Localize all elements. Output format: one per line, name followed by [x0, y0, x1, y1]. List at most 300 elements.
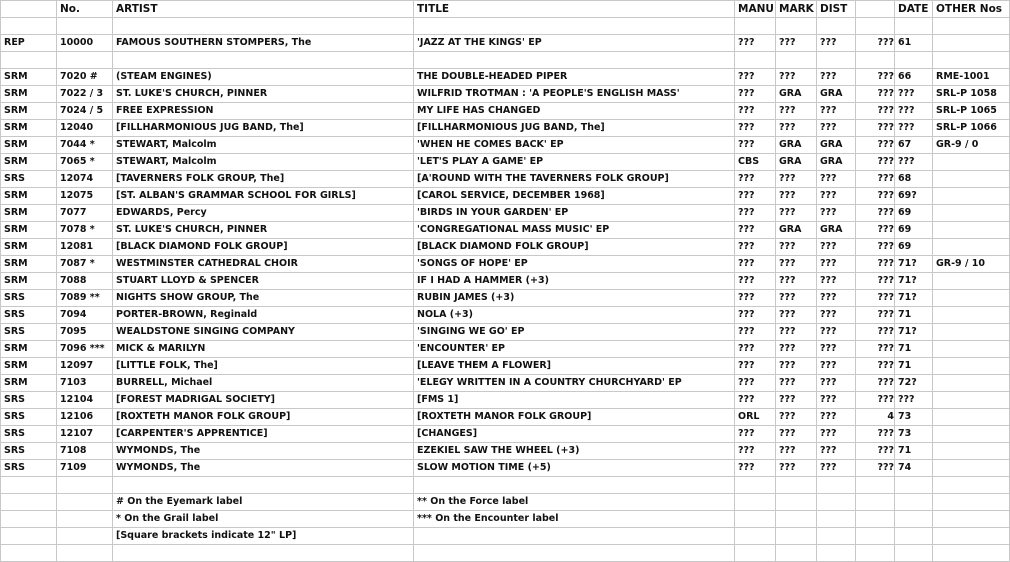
number-cell[interactable]	[57, 477, 113, 494]
other-nos-cell[interactable]	[933, 273, 1010, 290]
manu-cell[interactable]	[735, 52, 776, 69]
number-cell[interactable]: 7089 **	[57, 290, 113, 307]
number-cell[interactable]: 12040	[57, 120, 113, 137]
artist-cell[interactable]: FREE EXPRESSION	[113, 103, 414, 120]
other-nos-cell[interactable]	[933, 35, 1010, 52]
label-cell[interactable]: SRM	[1, 103, 57, 120]
manu-cell[interactable]: ???	[735, 392, 776, 409]
extra-cell[interactable]: ???	[856, 392, 895, 409]
mark-cell[interactable]: ???	[776, 205, 817, 222]
label-cell[interactable]: SRS	[1, 443, 57, 460]
label-cell[interactable]	[1, 528, 57, 545]
manu-cell[interactable]: ???	[735, 137, 776, 154]
mark-cell[interactable]: GRA	[776, 154, 817, 171]
dist-cell[interactable]: ???	[817, 409, 856, 426]
dist-cell[interactable]: ???	[817, 443, 856, 460]
artist-cell[interactable]: WEALDSTONE SINGING COMPANY	[113, 324, 414, 341]
extra-cell[interactable]: ???	[856, 205, 895, 222]
date-cell[interactable]: 74	[895, 460, 933, 477]
date-cell[interactable]: ???	[895, 86, 933, 103]
dist-cell[interactable]	[817, 494, 856, 511]
title-cell[interactable]: 'ELEGY WRITTEN IN A COUNTRY CHURCHYARD' EP	[414, 375, 735, 392]
manu-cell[interactable]: ???	[735, 324, 776, 341]
number-cell[interactable]: 7065 *	[57, 154, 113, 171]
extra-cell[interactable]: ???	[856, 341, 895, 358]
number-cell[interactable]	[57, 528, 113, 545]
title-cell[interactable]	[414, 545, 735, 562]
date-cell[interactable]	[895, 528, 933, 545]
label-cell[interactable]: SRS	[1, 324, 57, 341]
label-cell[interactable]: SRM	[1, 256, 57, 273]
label-cell[interactable]	[1, 511, 57, 528]
label-cell[interactable]: SRS	[1, 307, 57, 324]
artist-cell[interactable]: ST. LUKE'S CHURCH, PINNER	[113, 222, 414, 239]
label-cell[interactable]: SRM	[1, 358, 57, 375]
label-cell[interactable]: SRM	[1, 154, 57, 171]
dist-cell[interactable]: ???	[817, 307, 856, 324]
mark-cell[interactable]: ???	[776, 409, 817, 426]
dist-cell[interactable]: ???	[817, 358, 856, 375]
number-cell[interactable]: 7088	[57, 273, 113, 290]
other-nos-cell[interactable]	[933, 528, 1010, 545]
date-cell[interactable]: 71?	[895, 256, 933, 273]
number-cell[interactable]: 7020 #	[57, 69, 113, 86]
mark-cell[interactable]: ???	[776, 188, 817, 205]
header-title-cell[interactable]: TITLE	[414, 1, 735, 18]
manu-cell[interactable]: ???	[735, 460, 776, 477]
manu-cell[interactable]	[735, 545, 776, 562]
extra-cell[interactable]: ???	[856, 290, 895, 307]
date-cell[interactable]: 71?	[895, 324, 933, 341]
artist-cell[interactable]	[113, 477, 414, 494]
date-cell[interactable]: ???	[895, 103, 933, 120]
artist-cell[interactable]: [CARPENTER'S APPRENTICE]	[113, 426, 414, 443]
extra-cell[interactable]: ???	[856, 120, 895, 137]
title-cell[interactable]: [CAROL SERVICE, DECEMBER 1968]	[414, 188, 735, 205]
date-cell[interactable]	[895, 477, 933, 494]
label-cell[interactable]: SRM	[1, 69, 57, 86]
manu-cell[interactable]: ???	[735, 239, 776, 256]
extra-cell[interactable]: ???	[856, 188, 895, 205]
number-cell[interactable]	[57, 494, 113, 511]
other-nos-cell[interactable]	[933, 222, 1010, 239]
other-nos-cell[interactable]	[933, 375, 1010, 392]
title-cell[interactable]	[414, 52, 735, 69]
title-cell[interactable]	[414, 18, 735, 35]
number-cell[interactable]: 7094	[57, 307, 113, 324]
dist-cell[interactable]: ???	[817, 239, 856, 256]
dist-cell[interactable]: ???	[817, 375, 856, 392]
number-cell[interactable]: 7108	[57, 443, 113, 460]
artist-cell[interactable]	[113, 545, 414, 562]
number-cell[interactable]: 7024 / 5	[57, 103, 113, 120]
manu-cell[interactable]: ???	[735, 86, 776, 103]
extra-cell[interactable]: ???	[856, 35, 895, 52]
mark-cell[interactable]	[776, 18, 817, 35]
extra-cell[interactable]: ???	[856, 443, 895, 460]
mark-cell[interactable]: ???	[776, 171, 817, 188]
date-cell[interactable]: 69	[895, 205, 933, 222]
number-cell[interactable]: 12074	[57, 171, 113, 188]
date-cell[interactable]	[895, 18, 933, 35]
number-cell[interactable]	[57, 18, 113, 35]
label-cell[interactable]: SRM	[1, 375, 57, 392]
other-nos-cell[interactable]	[933, 409, 1010, 426]
other-nos-cell[interactable]: SRL-P 1066	[933, 120, 1010, 137]
date-cell[interactable]	[895, 511, 933, 528]
label-cell[interactable]: SRM	[1, 222, 57, 239]
dist-cell[interactable]: GRA	[817, 86, 856, 103]
date-cell[interactable]: ???	[895, 120, 933, 137]
artist-cell[interactable]: [FOREST MADRIGAL SOCIETY]	[113, 392, 414, 409]
mark-cell[interactable]: GRA	[776, 222, 817, 239]
header-number-cell[interactable]: No.	[57, 1, 113, 18]
date-cell[interactable]: 71	[895, 307, 933, 324]
extra-cell[interactable]	[856, 18, 895, 35]
title-cell[interactable]: 'SONGS OF HOPE' EP	[414, 256, 735, 273]
mark-cell[interactable]: ???	[776, 307, 817, 324]
title-cell[interactable]: 'BIRDS IN YOUR GARDEN' EP	[414, 205, 735, 222]
dist-cell[interactable]: ???	[817, 290, 856, 307]
manu-cell[interactable]: ???	[735, 188, 776, 205]
header-extra-cell[interactable]	[856, 1, 895, 18]
extra-cell[interactable]: ???	[856, 222, 895, 239]
manu-cell[interactable]	[735, 528, 776, 545]
extra-cell[interactable]	[856, 52, 895, 69]
number-cell[interactable]: 7078 *	[57, 222, 113, 239]
mark-cell[interactable]: ???	[776, 103, 817, 120]
mark-cell[interactable]: GRA	[776, 86, 817, 103]
manu-cell[interactable]: ???	[735, 375, 776, 392]
label-cell[interactable]: SRM	[1, 86, 57, 103]
artist-cell[interactable]: BURRELL, Michael	[113, 375, 414, 392]
extra-cell[interactable]: ???	[856, 239, 895, 256]
mark-cell[interactable]: ???	[776, 341, 817, 358]
mark-cell[interactable]: ???	[776, 35, 817, 52]
extra-cell[interactable]: ???	[856, 256, 895, 273]
date-cell[interactable]	[895, 52, 933, 69]
extra-cell[interactable]: ???	[856, 426, 895, 443]
other-nos-cell[interactable]	[933, 290, 1010, 307]
manu-cell[interactable]: ???	[735, 103, 776, 120]
title-cell[interactable]: IF I HAD A HAMMER (+3)	[414, 273, 735, 290]
manu-cell[interactable]: ???	[735, 69, 776, 86]
title-cell[interactable]: RUBIN JAMES (+3)	[414, 290, 735, 307]
title-cell[interactable]: EZEKIEL SAW THE WHEEL (+3)	[414, 443, 735, 460]
title-cell[interactable]: 'CONGREGATIONAL MASS MUSIC' EP	[414, 222, 735, 239]
artist-cell[interactable]: PORTER-BROWN, Reginald	[113, 307, 414, 324]
title-cell[interactable]: NOLA (+3)	[414, 307, 735, 324]
artist-cell[interactable]: NIGHTS SHOW GROUP, The	[113, 290, 414, 307]
extra-cell[interactable]: ???	[856, 69, 895, 86]
artist-cell[interactable]: (STEAM ENGINES)	[113, 69, 414, 86]
date-cell[interactable]: ???	[895, 392, 933, 409]
manu-cell[interactable]: ORL	[735, 409, 776, 426]
other-nos-cell[interactable]	[933, 324, 1010, 341]
number-cell[interactable]: 10000	[57, 35, 113, 52]
manu-cell[interactable]: ???	[735, 307, 776, 324]
number-cell[interactable]: 12075	[57, 188, 113, 205]
title-cell[interactable]: 'ENCOUNTER' EP	[414, 341, 735, 358]
artist-cell[interactable]: ST. LUKE'S CHURCH, PINNER	[113, 86, 414, 103]
dist-cell[interactable]: ???	[817, 103, 856, 120]
label-cell[interactable]: SRM	[1, 273, 57, 290]
date-cell[interactable]: 69	[895, 222, 933, 239]
mark-cell[interactable]: ???	[776, 375, 817, 392]
mark-cell[interactable]: ???	[776, 324, 817, 341]
other-nos-cell[interactable]	[933, 443, 1010, 460]
dist-cell[interactable]	[817, 511, 856, 528]
other-nos-cell[interactable]	[933, 239, 1010, 256]
artist-cell[interactable]: STEWART, Malcolm	[113, 137, 414, 154]
header-other-nos-cell[interactable]: OTHER Nos	[933, 1, 1010, 18]
date-cell[interactable]: 72?	[895, 375, 933, 392]
dist-cell[interactable]: ???	[817, 188, 856, 205]
title-cell[interactable]	[414, 477, 735, 494]
label-cell[interactable]	[1, 52, 57, 69]
label-cell[interactable]: SRM	[1, 341, 57, 358]
mark-cell[interactable]	[776, 52, 817, 69]
other-nos-cell[interactable]: SRL-P 1065	[933, 103, 1010, 120]
date-cell[interactable]: 71?	[895, 290, 933, 307]
header-date-cell[interactable]: DATE	[895, 1, 933, 18]
dist-cell[interactable]: ???	[817, 426, 856, 443]
number-cell[interactable]: 7077	[57, 205, 113, 222]
manu-cell[interactable]: ???	[735, 205, 776, 222]
number-cell[interactable]: 12081	[57, 239, 113, 256]
extra-cell[interactable]	[856, 477, 895, 494]
other-nos-cell[interactable]	[933, 511, 1010, 528]
other-nos-cell[interactable]	[933, 477, 1010, 494]
title-cell[interactable]: [BLACK DIAMOND FOLK GROUP]	[414, 239, 735, 256]
other-nos-cell[interactable]	[933, 358, 1010, 375]
mark-cell[interactable]: ???	[776, 358, 817, 375]
extra-cell[interactable]: ???	[856, 307, 895, 324]
title-cell[interactable]	[414, 528, 735, 545]
dist-cell[interactable]: ???	[817, 460, 856, 477]
mark-cell[interactable]	[776, 511, 817, 528]
extra-cell[interactable]: ???	[856, 103, 895, 120]
other-nos-cell[interactable]: GR-9 / 10	[933, 256, 1010, 273]
number-cell[interactable]: 7022 / 3	[57, 86, 113, 103]
artist-cell[interactable]: [Square brackets indicate 12" LP]	[113, 528, 414, 545]
label-cell[interactable]: SRS	[1, 409, 57, 426]
title-cell[interactable]: [A'ROUND WITH THE TAVERNERS FOLK GROUP]	[414, 171, 735, 188]
title-cell[interactable]: MY LIFE HAS CHANGED	[414, 103, 735, 120]
label-cell[interactable]: REP	[1, 35, 57, 52]
title-cell[interactable]: [CHANGES]	[414, 426, 735, 443]
extra-cell[interactable]	[856, 494, 895, 511]
label-cell[interactable]: SRM	[1, 137, 57, 154]
title-cell[interactable]: 'LET'S PLAY A GAME' EP	[414, 154, 735, 171]
number-cell[interactable]: 12097	[57, 358, 113, 375]
other-nos-cell[interactable]	[933, 341, 1010, 358]
label-cell[interactable]	[1, 18, 57, 35]
number-cell[interactable]: 7087 *	[57, 256, 113, 273]
extra-cell[interactable]: ???	[856, 137, 895, 154]
manu-cell[interactable]: ???	[735, 341, 776, 358]
artist-cell[interactable]: [LITTLE FOLK, The]	[113, 358, 414, 375]
title-cell[interactable]: 'JAZZ AT THE KINGS' EP	[414, 35, 735, 52]
other-nos-cell[interactable]: RME-1001	[933, 69, 1010, 86]
artist-cell[interactable]: [FILLHARMONIOUS JUG BAND, The]	[113, 120, 414, 137]
artist-cell[interactable]: STEWART, Malcolm	[113, 154, 414, 171]
mark-cell[interactable]: ???	[776, 392, 817, 409]
title-cell[interactable]: *** On the Encounter label	[414, 511, 735, 528]
date-cell[interactable]: 73	[895, 409, 933, 426]
manu-cell[interactable]	[735, 18, 776, 35]
date-cell[interactable]	[895, 545, 933, 562]
other-nos-cell[interactable]	[933, 18, 1010, 35]
artist-cell[interactable]	[113, 18, 414, 35]
dist-cell[interactable]	[817, 477, 856, 494]
mark-cell[interactable]: ???	[776, 426, 817, 443]
artist-cell[interactable]: WYMONDS, The	[113, 443, 414, 460]
dist-cell[interactable]: GRA	[817, 137, 856, 154]
date-cell[interactable]: 61	[895, 35, 933, 52]
mark-cell[interactable]	[776, 528, 817, 545]
header-dist-cell[interactable]: DIST	[817, 1, 856, 18]
number-cell[interactable]: 7044 *	[57, 137, 113, 154]
mark-cell[interactable]	[776, 494, 817, 511]
artist-cell[interactable]: FAMOUS SOUTHERN STOMPERS, The	[113, 35, 414, 52]
title-cell[interactable]: [FILLHARMONIOUS JUG BAND, The]	[414, 120, 735, 137]
number-cell[interactable]: 12104	[57, 392, 113, 409]
other-nos-cell[interactable]	[933, 307, 1010, 324]
extra-cell[interactable]: 4	[856, 409, 895, 426]
mark-cell[interactable]: ???	[776, 443, 817, 460]
date-cell[interactable]: 68	[895, 171, 933, 188]
label-cell[interactable]	[1, 545, 57, 562]
mark-cell[interactable]	[776, 477, 817, 494]
other-nos-cell[interactable]	[933, 545, 1010, 562]
dist-cell[interactable]: ???	[817, 120, 856, 137]
label-cell[interactable]: SRS	[1, 171, 57, 188]
dist-cell[interactable]: ???	[817, 324, 856, 341]
extra-cell[interactable]: ???	[856, 375, 895, 392]
number-cell[interactable]: 7095	[57, 324, 113, 341]
date-cell[interactable]: 69?	[895, 188, 933, 205]
other-nos-cell[interactable]	[933, 392, 1010, 409]
dist-cell[interactable]: GRA	[817, 154, 856, 171]
extra-cell[interactable]: ???	[856, 154, 895, 171]
title-cell[interactable]: 'WHEN HE COMES BACK' EP	[414, 137, 735, 154]
manu-cell[interactable]: ???	[735, 120, 776, 137]
title-cell[interactable]: WILFRID TROTMAN : 'A PEOPLE'S ENGLISH MASS'	[414, 86, 735, 103]
artist-cell[interactable]: STUART LLOYD & SPENCER	[113, 273, 414, 290]
manu-cell[interactable]	[735, 494, 776, 511]
label-cell[interactable]: SRS	[1, 290, 57, 307]
manu-cell[interactable]: ???	[735, 358, 776, 375]
dist-cell[interactable]: ???	[817, 341, 856, 358]
other-nos-cell[interactable]	[933, 205, 1010, 222]
manu-cell[interactable]: ???	[735, 426, 776, 443]
date-cell[interactable]: 71	[895, 341, 933, 358]
artist-cell[interactable]: [BLACK DIAMOND FOLK GROUP]	[113, 239, 414, 256]
dist-cell[interactable]: ???	[817, 35, 856, 52]
mark-cell[interactable]	[776, 545, 817, 562]
title-cell[interactable]: THE DOUBLE-HEADED PIPER	[414, 69, 735, 86]
extra-cell[interactable]	[856, 545, 895, 562]
artist-cell[interactable]: EDWARDS, Percy	[113, 205, 414, 222]
mark-cell[interactable]: ???	[776, 256, 817, 273]
artist-cell[interactable]: * On the Grail label	[113, 511, 414, 528]
label-cell[interactable]: SRM	[1, 120, 57, 137]
other-nos-cell[interactable]: GR-9 / 0	[933, 137, 1010, 154]
number-cell[interactable]	[57, 545, 113, 562]
dist-cell[interactable]: ???	[817, 392, 856, 409]
extra-cell[interactable]: ???	[856, 324, 895, 341]
header-mark-cell[interactable]: MARK	[776, 1, 817, 18]
label-cell[interactable]: SRS	[1, 392, 57, 409]
other-nos-cell[interactable]	[933, 188, 1010, 205]
label-cell[interactable]	[1, 477, 57, 494]
artist-cell[interactable]	[113, 52, 414, 69]
manu-cell[interactable]: CBS	[735, 154, 776, 171]
artist-cell[interactable]: [ROXTETH MANOR FOLK GROUP]	[113, 409, 414, 426]
date-cell[interactable]: 67	[895, 137, 933, 154]
manu-cell[interactable]: ???	[735, 171, 776, 188]
date-cell[interactable]	[895, 494, 933, 511]
artist-cell[interactable]: [TAVERNERS FOLK GROUP, The]	[113, 171, 414, 188]
label-cell[interactable]	[1, 494, 57, 511]
mark-cell[interactable]: ???	[776, 239, 817, 256]
manu-cell[interactable]: ???	[735, 290, 776, 307]
extra-cell[interactable]	[856, 528, 895, 545]
label-cell[interactable]: SRS	[1, 460, 57, 477]
other-nos-cell[interactable]	[933, 494, 1010, 511]
other-nos-cell[interactable]	[933, 52, 1010, 69]
other-nos-cell[interactable]	[933, 154, 1010, 171]
manu-cell[interactable]: ???	[735, 256, 776, 273]
mark-cell[interactable]: ???	[776, 120, 817, 137]
other-nos-cell[interactable]	[933, 460, 1010, 477]
title-cell[interactable]: ** On the Force label	[414, 494, 735, 511]
number-cell[interactable]: 12107	[57, 426, 113, 443]
mark-cell[interactable]: ???	[776, 273, 817, 290]
label-cell[interactable]: SRM	[1, 205, 57, 222]
artist-cell[interactable]: WYMONDS, The	[113, 460, 414, 477]
manu-cell[interactable]: ???	[735, 273, 776, 290]
artist-cell[interactable]: # On the Eyemark label	[113, 494, 414, 511]
title-cell[interactable]: 'SINGING WE GO' EP	[414, 324, 735, 341]
date-cell[interactable]: 66	[895, 69, 933, 86]
title-cell[interactable]: [FMS 1]	[414, 392, 735, 409]
header-artist-cell[interactable]: ARTIST	[113, 1, 414, 18]
extra-cell[interactable]: ???	[856, 171, 895, 188]
number-cell[interactable]	[57, 511, 113, 528]
other-nos-cell[interactable]: SRL-P 1058	[933, 86, 1010, 103]
title-cell[interactable]: SLOW MOTION TIME (+5)	[414, 460, 735, 477]
dist-cell[interactable]: ???	[817, 69, 856, 86]
manu-cell[interactable]	[735, 511, 776, 528]
extra-cell[interactable]: ???	[856, 358, 895, 375]
artist-cell[interactable]: MICK & MARILYN	[113, 341, 414, 358]
number-cell[interactable]: 7096 ***	[57, 341, 113, 358]
other-nos-cell[interactable]	[933, 426, 1010, 443]
dist-cell[interactable]: ???	[817, 171, 856, 188]
date-cell[interactable]: 71	[895, 443, 933, 460]
number-cell[interactable]: 7103	[57, 375, 113, 392]
date-cell[interactable]: 71	[895, 358, 933, 375]
label-cell[interactable]: SRS	[1, 426, 57, 443]
dist-cell[interactable]: ???	[817, 256, 856, 273]
dist-cell[interactable]	[817, 52, 856, 69]
dist-cell[interactable]: ???	[817, 273, 856, 290]
date-cell[interactable]: 69	[895, 239, 933, 256]
extra-cell[interactable]: ???	[856, 86, 895, 103]
title-cell[interactable]: [ROXTETH MANOR FOLK GROUP]	[414, 409, 735, 426]
